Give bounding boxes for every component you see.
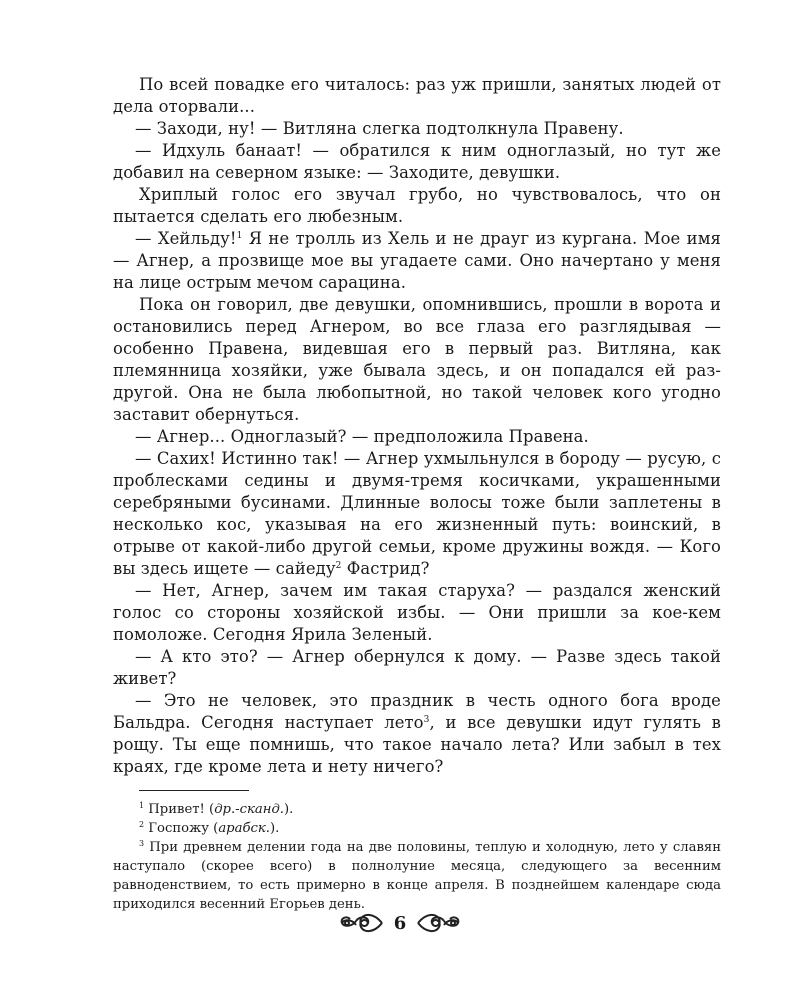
footnote: $^1$ Привет! (др.-сканд.). xyxy=(139,801,294,817)
paragraph: — Агнер... Одноглазый? — предположила Правена. xyxy=(135,427,589,446)
footnotes xyxy=(113,800,721,914)
footnote: $^3$ При древнем делении года на две половины, теплую и холодную, лето у славян наступало (скорее всего) в полнолуние месяца, следующего за весенним равноденствием, то есть примерно в конце апреля. В позднейшем календаре сюда приходился весенний Егорьев день. xyxy=(113,839,721,912)
footnote-divider xyxy=(139,790,249,791)
paragraph: — Хейльду!$^1$ Я не тролль из Хель и не драуг из кургана. Мое имя — Агнер, а прозвище мое вы угадаете сами. Оно начертано у меня на лице острым мечом сарацина. xyxy=(113,229,721,292)
paragraph: — Заходи, ну! — Витляна слегка подтолкнула Правену. xyxy=(135,119,624,138)
ornament-left-icon xyxy=(338,909,384,937)
paragraph: Хриплый голос его звучал грубо, но чувствовалось, что он пытается сделать его любезным. xyxy=(113,185,721,226)
footnote-ref: 3 xyxy=(423,715,430,725)
footnote: $^2$ Госпожу (арабск.). xyxy=(139,820,280,836)
paragraph: — Идхуль банаат! — обратился к ним одноглазый, но тут же добавил на северном языке: — Заходите, девушки. xyxy=(113,141,721,182)
paragraph: — А кто это? — Агнер обернулся к дому. — Разве здесь такой живет? xyxy=(113,647,721,688)
body-text xyxy=(113,74,721,778)
page-folio xyxy=(0,905,800,941)
footnote-ref: 1 xyxy=(236,231,243,241)
ornament-right-icon xyxy=(416,909,462,937)
paragraph: — Нет, Агнер, зачем им такая старуха? — раздался женский голос со стороны хозяйской избы. — Они пришли за кое-кем помоложе. Сегодня Ярила Зеленый. xyxy=(113,581,721,644)
page-content xyxy=(113,74,721,914)
paragraph: Пока он говорил, две девушки, опомнившись, прошли в ворота и остановились перед Агнером, во все глаза его разглядывая — особенно Правена, видевшая его в первый раз. Витляна, как племянница хозяйки, уже бывала здесь, и он попадался ей раз-другой. Она не была любопытной, но такой человек кого угодно заставит обернуться. xyxy=(113,295,721,424)
footnote-ref: 2 xyxy=(335,561,342,571)
paragraph: — Сахих! Истинно так! — Агнер ухмыльнулся в бороду — русую, с проблесками седины и двумя-тремя косичками, украшенными серебряными бусинами. Длинные волосы тоже были заплетены в несколько кос, указывая на его жизненный путь: воинский, в отрыве от какой-либо другой семьи, кроме дружины вождя. — Кого вы здесь ищете — сайеду$^2$ Фастрид? xyxy=(113,449,721,578)
paragraph: — Это не человек, это праздник в честь одного бога вроде Бальдра. Сегодня наступает лето$^3$, и все девушки идут гулять в рощу. Ты еще помнишь, что такое начало лета? Или забыл в тех краях, где кроме лета и нету ничего? xyxy=(113,691,721,776)
paragraph: По всей повадке его читалось: раз уж пришли, занятых людей от дела оторвали... xyxy=(113,75,721,116)
page-number: 6 xyxy=(393,912,407,934)
